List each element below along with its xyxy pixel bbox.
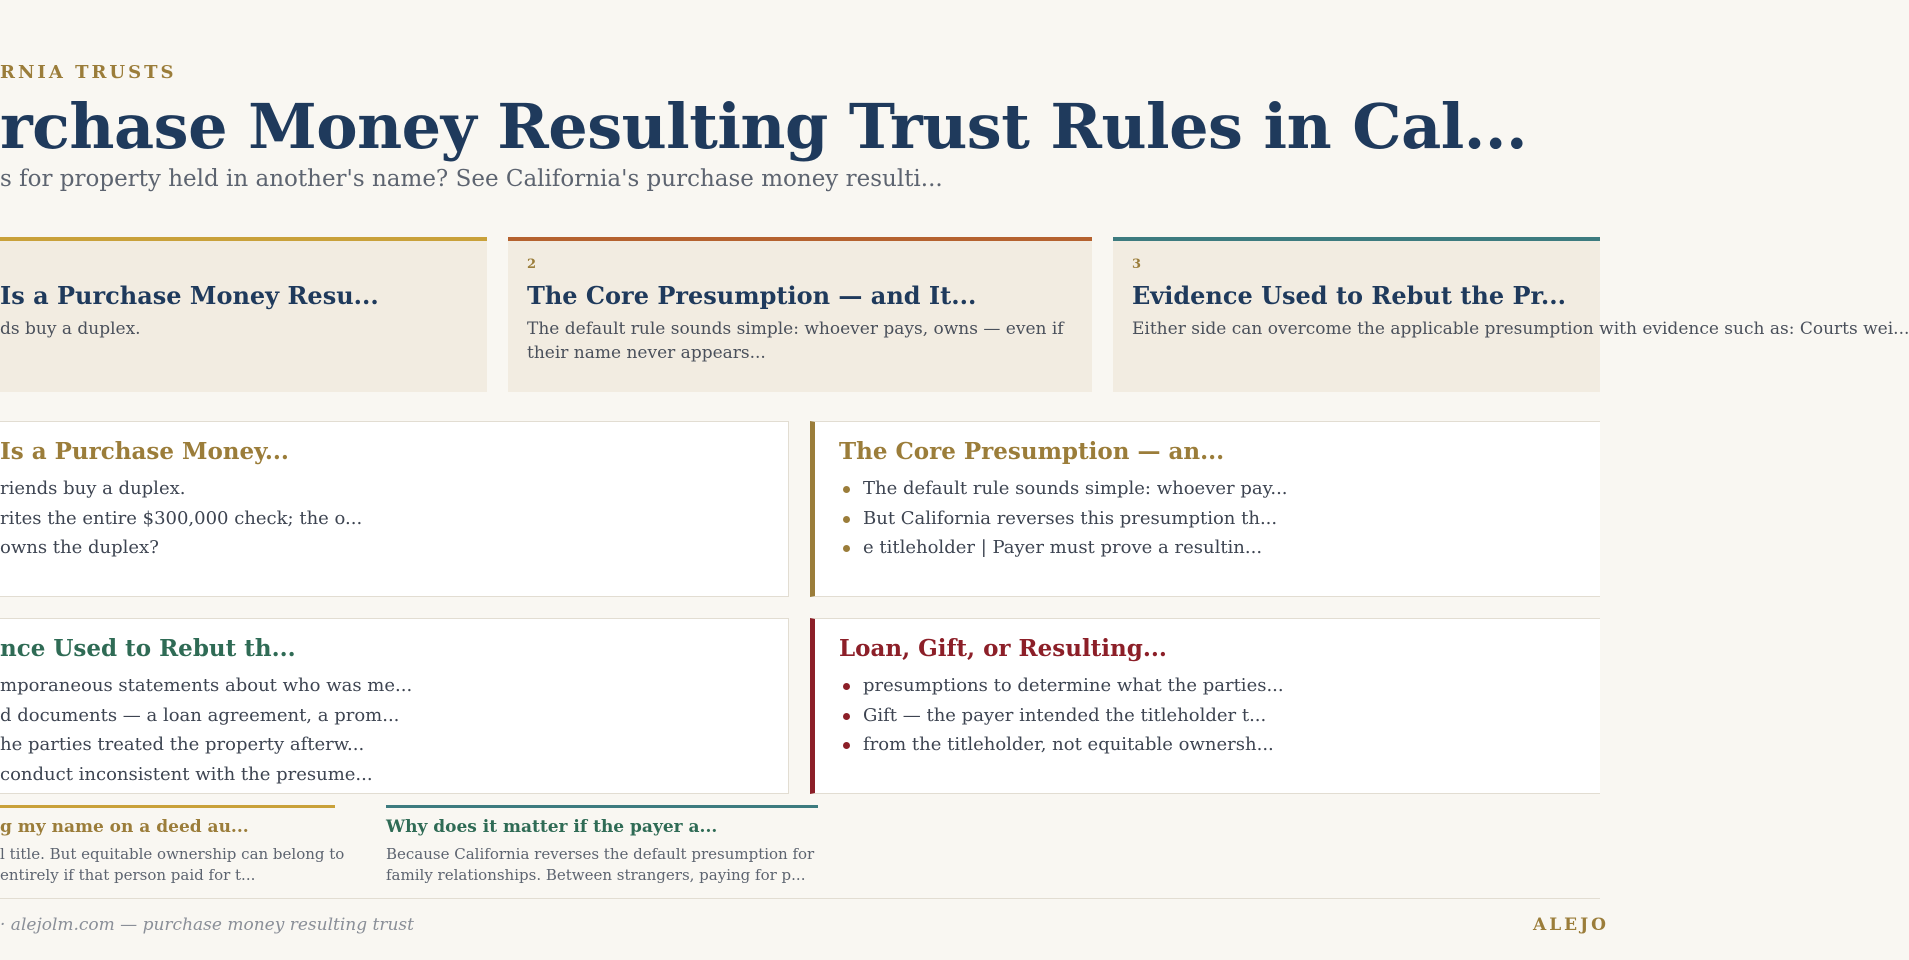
faq-answer-line: l title. But equitable ownership can belong to: [0, 845, 345, 863]
faq-question: g my name on a deed au...: [0, 817, 249, 837]
section-panel-what-is: [0, 421, 789, 597]
page-subtitle: s for property held in another's name? See California's purchase money resulti...: [0, 166, 943, 192]
card-title: Is a Purchase Money Resu...: [0, 281, 379, 310]
summary-card-1[interactable]: [0, 237, 487, 392]
faq-answer-line: family relationships. Between strangers, paying for p...: [386, 866, 806, 884]
list-item: riends buy a duplex.: [0, 478, 186, 499]
faq-item-2[interactable]: [386, 805, 818, 884]
eyebrow-label: RNIA TRUSTS: [0, 62, 177, 83]
list-item: d documents — a loan agreement, a prom...: [0, 704, 400, 726]
page-title: rchase Money Resulting Trust Rules in Cal...: [0, 90, 1528, 163]
list-item: owns the duplex?: [0, 537, 159, 558]
panel-list: [839, 474, 1288, 563]
panel-list: [0, 474, 362, 563]
summary-card-3[interactable]: [1113, 237, 1909, 392]
list-item: from the titleholder, not equitable ownersh...: [839, 730, 1284, 760]
list-item: The default rule sounds simple: whoever pay...: [839, 474, 1288, 504]
card-title: Evidence Used to Rebut the Pr...: [1132, 281, 1566, 310]
panel-list: [839, 671, 1284, 760]
faq-answer: [386, 844, 814, 886]
panel-title: The Core Presumption — an...: [839, 438, 1225, 465]
list-item: But California reverses this presumption th...: [839, 504, 1288, 534]
faq-item-1[interactable]: [0, 805, 345, 884]
card-body: The default rule sounds simple: whoever pays, owns — even if their name never appears...: [527, 319, 1064, 363]
list-item: rites the entire $300,000 check; the o...: [0, 507, 363, 529]
list-item: he parties treated the property afterw...: [0, 734, 365, 755]
faq-answer: [0, 844, 344, 886]
list-item: Gift — the payer intended the titleholder t...: [839, 701, 1284, 731]
card-title: The Core Presumption — and It...: [527, 281, 977, 310]
card-body: Either side can overcome the applicable presumption with evidence such as: Courts wei...: [1132, 319, 1909, 339]
footer-source[interactable]: · alejolm.com — purchase money resulting trust: [0, 915, 414, 935]
list-item: presumptions to determine what the parties...: [839, 671, 1284, 701]
faq-answer-line: entirely if that person paid for t...: [0, 866, 256, 884]
card-number: 3: [1132, 257, 1142, 272]
card-body: ds buy a duplex.: [0, 319, 141, 339]
list-item: e titleholder | Payer must prove a resultin...: [839, 533, 1288, 563]
list-item: conduct inconsistent with the presume...: [0, 763, 373, 785]
footer-divider: [0, 898, 1600, 899]
list-item: mporaneous statements about who was me...: [0, 675, 413, 696]
panel-title: Is a Purchase Money...: [0, 438, 289, 465]
faq-question: Why does it matter if the payer a...: [386, 817, 718, 837]
card-number: 2: [527, 257, 537, 272]
summary-card-2[interactable]: [508, 237, 1092, 392]
footer-brand: ALEJO: [1533, 915, 1609, 935]
section-panel-evidence: [0, 618, 789, 794]
panel-list: [0, 671, 412, 789]
section-panel-core-presumption: [810, 421, 1600, 597]
faq-answer-line: Because California reverses the default presumption for: [386, 845, 815, 863]
section-panel-loan-gift: [810, 618, 1600, 794]
panel-title: nce Used to Rebut th...: [0, 635, 296, 662]
panel-title: Loan, Gift, or Resulting...: [839, 635, 1167, 662]
